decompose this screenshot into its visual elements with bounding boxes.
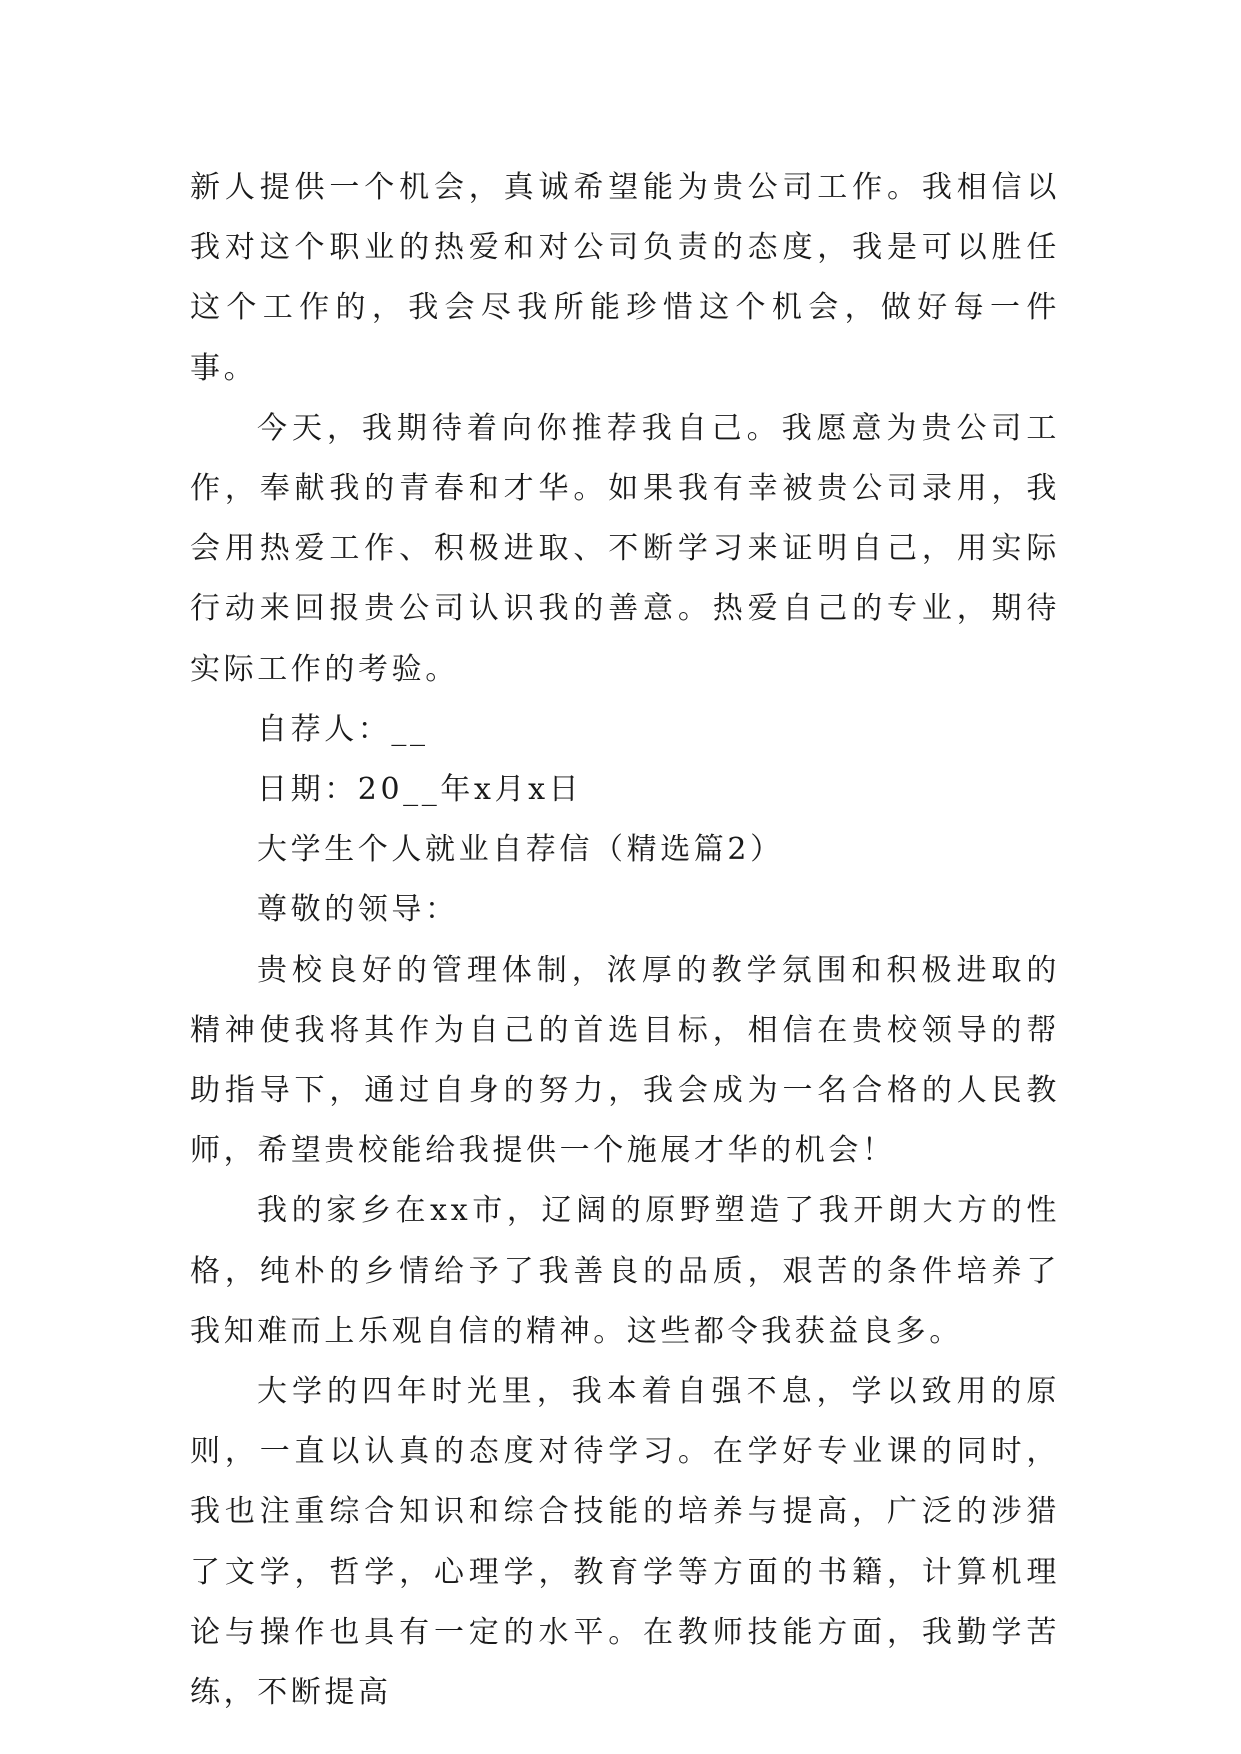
paragraph-continuation: 新人提供一个机会，真诚希望能为贵公司工作。我相信以我对这个职业的热爱和对公司负责的态度，我是可以胜任这个工作的，我会尽我所能珍惜这个机会，做好每一件事。 — [190, 170, 1060, 386]
paragraph-university: 大学的四年时光里，我本着自强不息，学以致用的原则，一直以认真的态度对待学习。在学好专业课的同时，我也注重综合知识和综合技能的培养与提高，广泛的涉猎了文学，哲学，心理学，教育学等方面的书籍，计算机理论与操作也具有一定的水平。在教师技能方面，我勤学苦练，不断提高 — [190, 1374, 1060, 1711]
paragraph-recommendation: 今天，我期待着向你推荐我自己。我愿意为贵公司工作，奉献我的青春和才华。如果我有幸被贵公司录用，我会用热爱工作、积极进取、不断学习来证明自己，用实际行动来回报贵公司认识我的善意。热爱自己的专业，期待实际工作的考验。 — [190, 410, 1060, 687]
date-line: 日期：20__年x月x日 — [257, 772, 583, 808]
salutation: 尊敬的领导： — [257, 892, 459, 928]
paragraph-hometown: 我的家乡在xx市，辽阔的原野塑造了我开朗大方的性格，纯朴的乡情给予了我善良的品质，艰苦的条件培养了我知难而上乐观自信的精神。这些都令我获益良多。 — [190, 1193, 1060, 1349]
document-body — [190, 158, 1060, 1723]
paragraph-school: 贵校良好的管理体制，浓厚的教学氛围和积极进取的精神使我将其作为自己的首选目标，相信在贵校领导的帮助指导下，通过自身的努力，我会成为一名合格的人民教师，希望贵校能给我提供一个施展才华的机会！ — [190, 952, 1060, 1169]
section-title: 大学生个人就业自荐信（精选篇2） — [257, 832, 784, 868]
signature-line: 自荐人：__ — [257, 711, 429, 747]
